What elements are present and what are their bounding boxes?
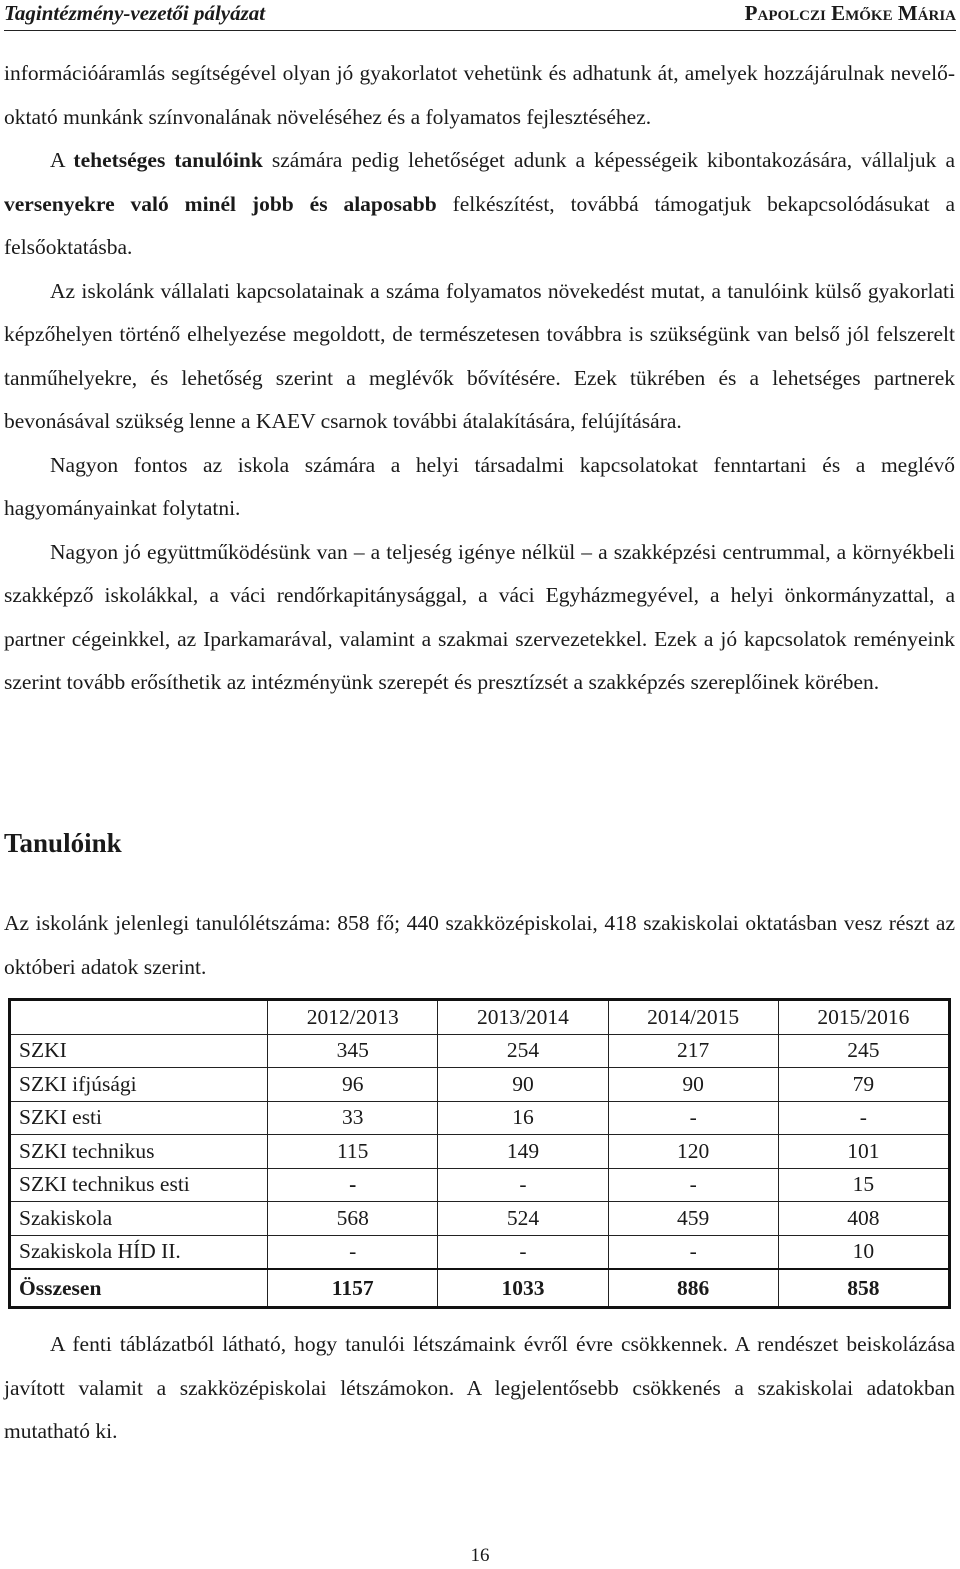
paragraph-1: információáramlás segítségével olyan jó gyakorlatot vehetünk és adhatunk át, amelyek hozzájárulnak nevelő-oktató munkánk színvonalának növeléséhez és a folyamatos fejlesztéséhez. — [4, 61, 955, 129]
table-cell: - — [438, 1168, 608, 1202]
row-label: SZKI ifjúsági — [10, 1068, 268, 1102]
total-cell: 886 — [608, 1269, 778, 1308]
table-total-row — [10, 1269, 950, 1308]
table-row — [10, 1135, 950, 1169]
table-cell: - — [438, 1235, 608, 1269]
total-cell: 1033 — [438, 1269, 608, 1308]
page-number: 16 — [470, 1545, 490, 1566]
table-cell: 217 — [608, 1034, 778, 1068]
section-title: Tanulóink — [4, 828, 122, 858]
table-cell: - — [608, 1101, 778, 1135]
table-row — [10, 1068, 950, 1102]
column-header: 2012/2013 — [268, 1000, 438, 1035]
table-row — [10, 1202, 950, 1236]
row-label: Szakiskola — [10, 1202, 268, 1236]
table-row — [10, 1168, 950, 1202]
table-cell: 79 — [778, 1068, 949, 1102]
conclusion-text: A fenti táblázatból látható, hogy tanulói létszámaink évről évre csökkennek. A rendészet beiskolázása javított valamit a szakközépiskolai létszámokon. A legjelentősebb csökkenés a szakiskolai adatokban mutatható ki. — [4, 1332, 955, 1443]
paragraph-2-bold-b: versenyekre való minél jobb és alaposabb — [4, 191, 437, 216]
paragraph-2-text-c: felkészítést, továbbá támogatjuk bekapcsolódásukat a felsőoktatásba. — [4, 191, 955, 259]
table-cell: 96 — [268, 1068, 438, 1102]
table-cell: 115 — [268, 1135, 438, 1169]
column-header: 2013/2014 — [438, 1000, 608, 1035]
table-cell: 245 — [778, 1034, 949, 1068]
conclusion — [4, 1323, 955, 1454]
table-cell: 90 — [438, 1068, 608, 1102]
table-row — [10, 1235, 950, 1269]
page-header — [4, 0, 956, 31]
table-cell: - — [268, 1168, 438, 1202]
table-cell: 120 — [608, 1135, 778, 1169]
table-cell: 149 — [438, 1135, 608, 1169]
table-cell: 101 — [778, 1135, 949, 1169]
enrollment-table — [8, 998, 951, 1309]
table-cell: 459 — [608, 1202, 778, 1236]
table-cell: 10 — [778, 1235, 949, 1269]
paragraph-2-text-b: számára pedig lehetőséget adunk a képességeik kibontakozására, vállaljuk a — [262, 148, 955, 172]
table-row — [10, 1034, 950, 1068]
row-label: SZKI — [10, 1034, 268, 1068]
table-cell: - — [268, 1235, 438, 1269]
body-text — [4, 52, 955, 705]
paragraph-5: Nagyon jó együttműködésünk van – a teljeség igénye nélkül – a szakképzési centrummal, a környékbeli szakképző iskolákkal, a váci rendőrkapitánysággal, a váci Egyházmegyével, a helyi önkormányzattal, a partner cégeinkkel, az Iparkamarával, valamint a szakmai szervezetekkel. Ezek a jó kapcsolatok reményeink szerint tovább erősíthetik az intézményünk szerepét és presztízsét a szakképzés szereplőinek körében. — [4, 539, 955, 694]
paragraph-2-bold-a: tehetséges tanulóink — [73, 148, 263, 172]
table-corner-cell — [10, 1000, 268, 1035]
table-cell: 345 — [268, 1034, 438, 1068]
section-intro — [4, 902, 955, 989]
table-cell: 33 — [268, 1101, 438, 1135]
column-header: 2014/2015 — [608, 1000, 778, 1035]
column-header: 2015/2016 — [778, 1000, 949, 1035]
row-label: SZKI technikus esti — [10, 1168, 268, 1202]
row-label: SZKI esti — [10, 1101, 268, 1135]
table-header-row — [10, 1000, 950, 1035]
header-title: Tagintézmény-vezetői pályázat — [4, 1, 266, 25]
paragraph-2 — [4, 139, 955, 270]
table-cell: 524 — [438, 1202, 608, 1236]
row-label: SZKI technikus — [10, 1135, 268, 1169]
table-cell: 408 — [778, 1202, 949, 1236]
table-cell: - — [608, 1235, 778, 1269]
table-cell: 90 — [608, 1068, 778, 1102]
total-cell: 1157 — [268, 1269, 438, 1308]
table-cell: 568 — [268, 1202, 438, 1236]
table-row — [10, 1101, 950, 1135]
row-label: Szakiskola HÍD II. — [10, 1235, 268, 1269]
total-label: Összesen — [10, 1269, 268, 1308]
table-cell: 15 — [778, 1168, 949, 1202]
table-cell: 16 — [438, 1101, 608, 1135]
table-cell: - — [778, 1101, 949, 1135]
header-author: Papolczi Emőke Mária — [744, 1, 956, 25]
table-cell: 254 — [438, 1034, 608, 1068]
paragraph-4: Nagyon fontos az iskola számára a helyi társadalmi kapcsolatokat fenntartani és a meglévő hagyományainkat folytatni. — [4, 452, 955, 520]
paragraph-3: Az iskolánk vállalati kapcsolatainak a száma folyamatos növekedést mutat, a tanulóink külső gyakorlati képzőhelyen történő elhelyezése megoldott, de természetesen továbbra is szükségünk van belső jól felszerelt tanműhelyekre, és lehetőség szerint a meglévők bővítésére. Ezek tükrében és a lehetséges partnerek bevonásával szükség lenne a KAEV csarnok további átalakítására, felújítására. — [4, 278, 955, 433]
table-cell: - — [608, 1168, 778, 1202]
total-cell: 858 — [778, 1269, 949, 1308]
paragraph-2-text-a: A — [50, 148, 74, 172]
intro-text: Az iskolánk jelenlegi tanulólétszáma: 858 fő; 440 szakközépiskolai, 418 szakiskolai oktatásban vesz részt az októberi adatok szerint. — [4, 911, 955, 979]
